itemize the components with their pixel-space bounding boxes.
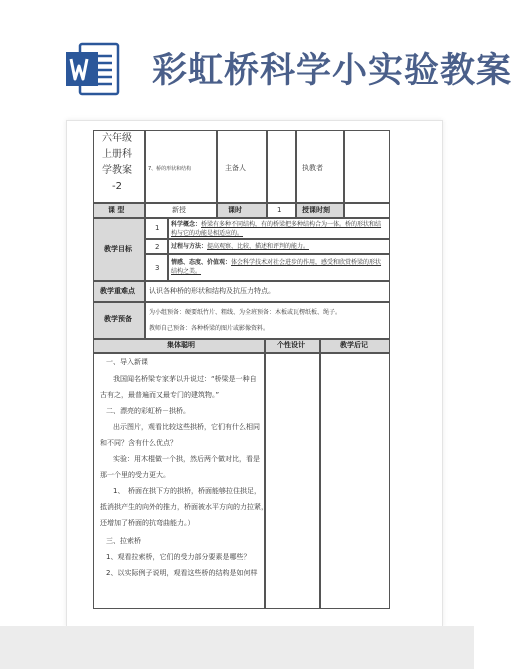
banner-title: 彩虹桥科学小实验教案 xyxy=(152,51,512,91)
goal-num-1: 1 xyxy=(155,224,160,232)
banner xyxy=(0,0,512,110)
hours-value: 1 xyxy=(277,206,282,214)
lesson-line-8: 那一个里的受力更大。 xyxy=(100,471,170,479)
goal-text-3: 情感、态度、价值观：体会科学技术对社会进步的作用，感受和欣赏桥梁的形状结构之美。 xyxy=(171,259,382,275)
lesson-line-1: 一、导入新课 xyxy=(106,358,148,366)
header-title-line-3: 学教案 xyxy=(102,165,132,176)
col-notes-header: 教学后记 xyxy=(340,341,368,349)
goals-label: 教学目标 xyxy=(104,245,132,253)
teacher-label: 执教者 xyxy=(302,164,323,172)
word-doc-icon xyxy=(64,40,122,98)
lesson-line-4: 二、漂亮的彩虹桥－拱桥。 xyxy=(106,407,190,415)
prep-line-1: 为小组预备：硬要纸竹片、粗线、为全班预备：木板或瓦楞纸板、绳子。 xyxy=(149,309,342,316)
date-label: 授课时刻 xyxy=(302,206,330,214)
lesson-line-2: 我国闻名桥梁专家茅以升说过：“桥梁是一种自 xyxy=(113,375,257,383)
goal-num-3: 3 xyxy=(155,264,160,272)
col-design-header: 个性设计 xyxy=(277,341,305,349)
lesson-line-14: 2、以实际例子说明，观看这些桥的结构是如何样 xyxy=(106,569,258,577)
lesson-title: 7、桥的形状和结构 xyxy=(148,166,192,172)
prep-label: 教学预备 xyxy=(104,315,132,323)
prep-line-2: 教师自己预备：各种桥梁的图片或影像资料。 xyxy=(149,325,270,332)
lesson-line-7: 实验：用木棍做一个拱，然后两个做对比，看是 xyxy=(113,455,260,463)
header-title-line-2: 上册科 xyxy=(102,149,132,160)
type-value: 新授 xyxy=(172,206,186,214)
hours-label: 课时 xyxy=(228,206,242,214)
lesson-line-13: 1、观看拉索桥，它们的受力部分要素是哪些？ xyxy=(106,553,251,561)
lesson-line-11: 还增加了桥面的抗弯曲能力。） xyxy=(100,519,195,527)
bottom-margin xyxy=(0,626,474,669)
key-points-value: 认识各种桥的形状和结构及抗压力特点。 xyxy=(149,287,275,295)
lesson-line-6: 和不同？含有什么优点？ xyxy=(100,439,177,447)
lesson-line-9: 1、 桥面在拱下方的拱桥，桥面能够拉住拱足， xyxy=(113,487,261,495)
lesson-line-5: 出示图片，观看比较这些拱桥，它们有什么相同 xyxy=(113,423,260,431)
lesson-line-10: 抵消拱产生的向外的推力，桥面被水平方向的力拉紧， xyxy=(100,503,268,511)
header-title-line-1: 六年级 xyxy=(102,133,132,144)
type-label: 课 型 xyxy=(108,206,125,214)
preparer-label: 主备人 xyxy=(225,164,246,172)
col-main-header: 集体聪明 xyxy=(167,341,195,349)
goal-text-2: 过程与方法：提高观察、比较、描述和评判的能力。 xyxy=(171,243,310,250)
lesson-line-12: 三、拉索桥 xyxy=(106,537,141,545)
key-points-label: 教学重难点 xyxy=(100,287,135,295)
goal-num-2: 2 xyxy=(155,243,160,251)
header-title-line-4: -2 xyxy=(112,181,122,192)
goal-text-1: 科学概念：桥梁有多种不同结构，有的桥梁把多种结构合为一体。桥的形状和结构与它的功能是相适应的。 xyxy=(171,221,382,237)
lesson-line-3: 古有之，最普遍而又最专门的建筑物。” xyxy=(100,391,220,399)
